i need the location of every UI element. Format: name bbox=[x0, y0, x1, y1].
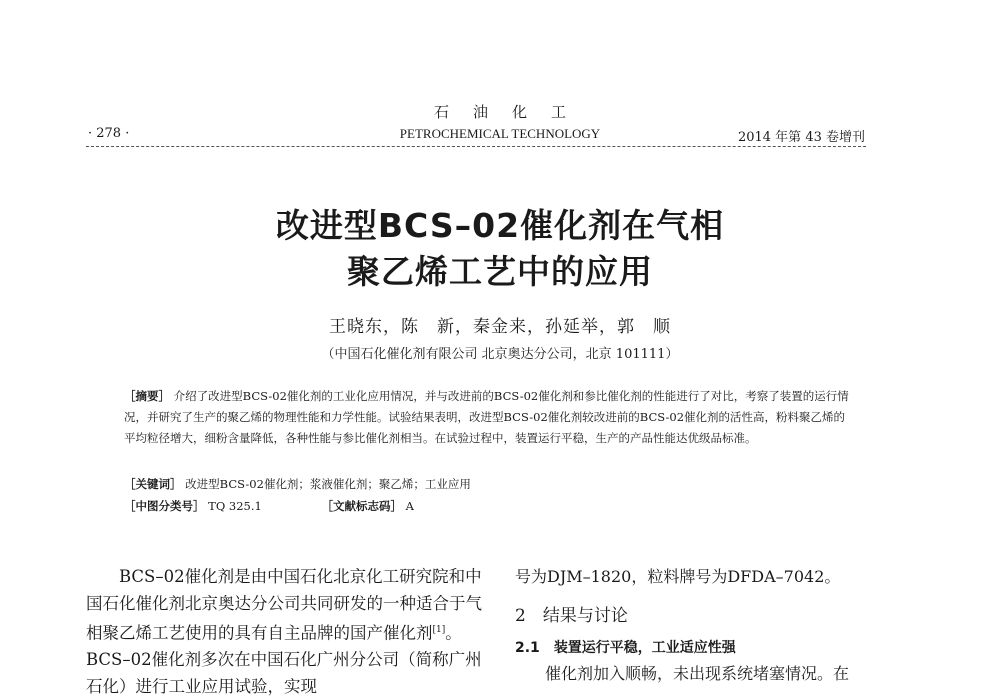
journal-name-en: PETROCHEMICAL TECHNOLOGY bbox=[399, 126, 601, 141]
affiliation: （中国石化催化剂有限公司 北京奥达分公司，北京 101111） bbox=[321, 347, 679, 362]
title-line-2: 聚乙烯工艺中的应用 bbox=[347, 252, 653, 291]
header-rule bbox=[86, 146, 866, 147]
doc-code-label: ［文献标志码］ bbox=[321, 499, 402, 513]
journal-name-cn: 石油化工 bbox=[433, 103, 590, 121]
intro-text-2: 。BCS–02催化剂多次在中国石化广州分公司（简称广州石化）进行工业应用试验，实现 bbox=[86, 623, 482, 696]
intro-text-1: BCS–02催化剂是由中国石化北京化工研究院和中国石化催化剂北京奥达分公司共同研发的一种适合于气相聚乙烯工艺使用的具有自主品牌的国产催化剂 bbox=[86, 567, 482, 643]
abstract bbox=[124, 386, 854, 449]
reference-mark: [1] bbox=[432, 625, 446, 635]
keywords-text: 改进型BCS-02催化剂；浆液催化剂；聚乙烯；工业应用 bbox=[185, 477, 471, 491]
doc-code-value: A bbox=[405, 499, 414, 513]
issue-info: 2014 年第 43 卷增刊 bbox=[737, 130, 865, 145]
section-2-1-number: 2.1 bbox=[515, 640, 540, 656]
title-line-1: 改进型BCS–02催化剂在气相 bbox=[275, 206, 725, 245]
body-left-column bbox=[86, 564, 486, 700]
abstract-text: 介绍了改进型BCS-02催化剂的工业化应用情况，并与改进前的BCS-02催化剂和参比催化剂的性能进行了对比，考察了装置的运行情况，并研究了生产的聚乙烯的物理性能和力学性能。试验结果表明，改进型BCS-02催化剂较改进前的BCS-02催化剂的活性高，粉料聚乙烯的平均粒径增大，细粉含量降低，各种性能与参比催化剂相当。在试验过程中，装置运行平稳，生产的产品性能达优级品标准。 bbox=[124, 389, 849, 445]
page-number: · 278 · bbox=[88, 126, 130, 141]
abstract-label: ［摘要］ bbox=[124, 389, 170, 403]
authors: 王晓东，陈 新，秦金来，孙延举，郭 顺 bbox=[329, 317, 671, 337]
body-right-line: 号为DJM–1820，粒料牌号为DFDA–7042。 bbox=[515, 567, 841, 586]
keywords-label: ［关键词］ bbox=[124, 477, 182, 491]
body-right-last-line: 催化剂加入顺畅，未出现系统堵塞情况。在 bbox=[545, 664, 850, 683]
classification bbox=[124, 498, 414, 514]
clc-value: TQ 325.1 bbox=[208, 499, 262, 513]
section-2-1-title: 装置运行平稳，工业适应性强 bbox=[553, 640, 736, 656]
section-heading-2: 2 结果与讨论 bbox=[515, 606, 628, 626]
keywords bbox=[124, 476, 471, 492]
clc-label: ［中图分类号］ bbox=[124, 499, 205, 513]
section-heading-2-1 bbox=[515, 637, 736, 657]
intro-paragraph bbox=[86, 564, 486, 700]
